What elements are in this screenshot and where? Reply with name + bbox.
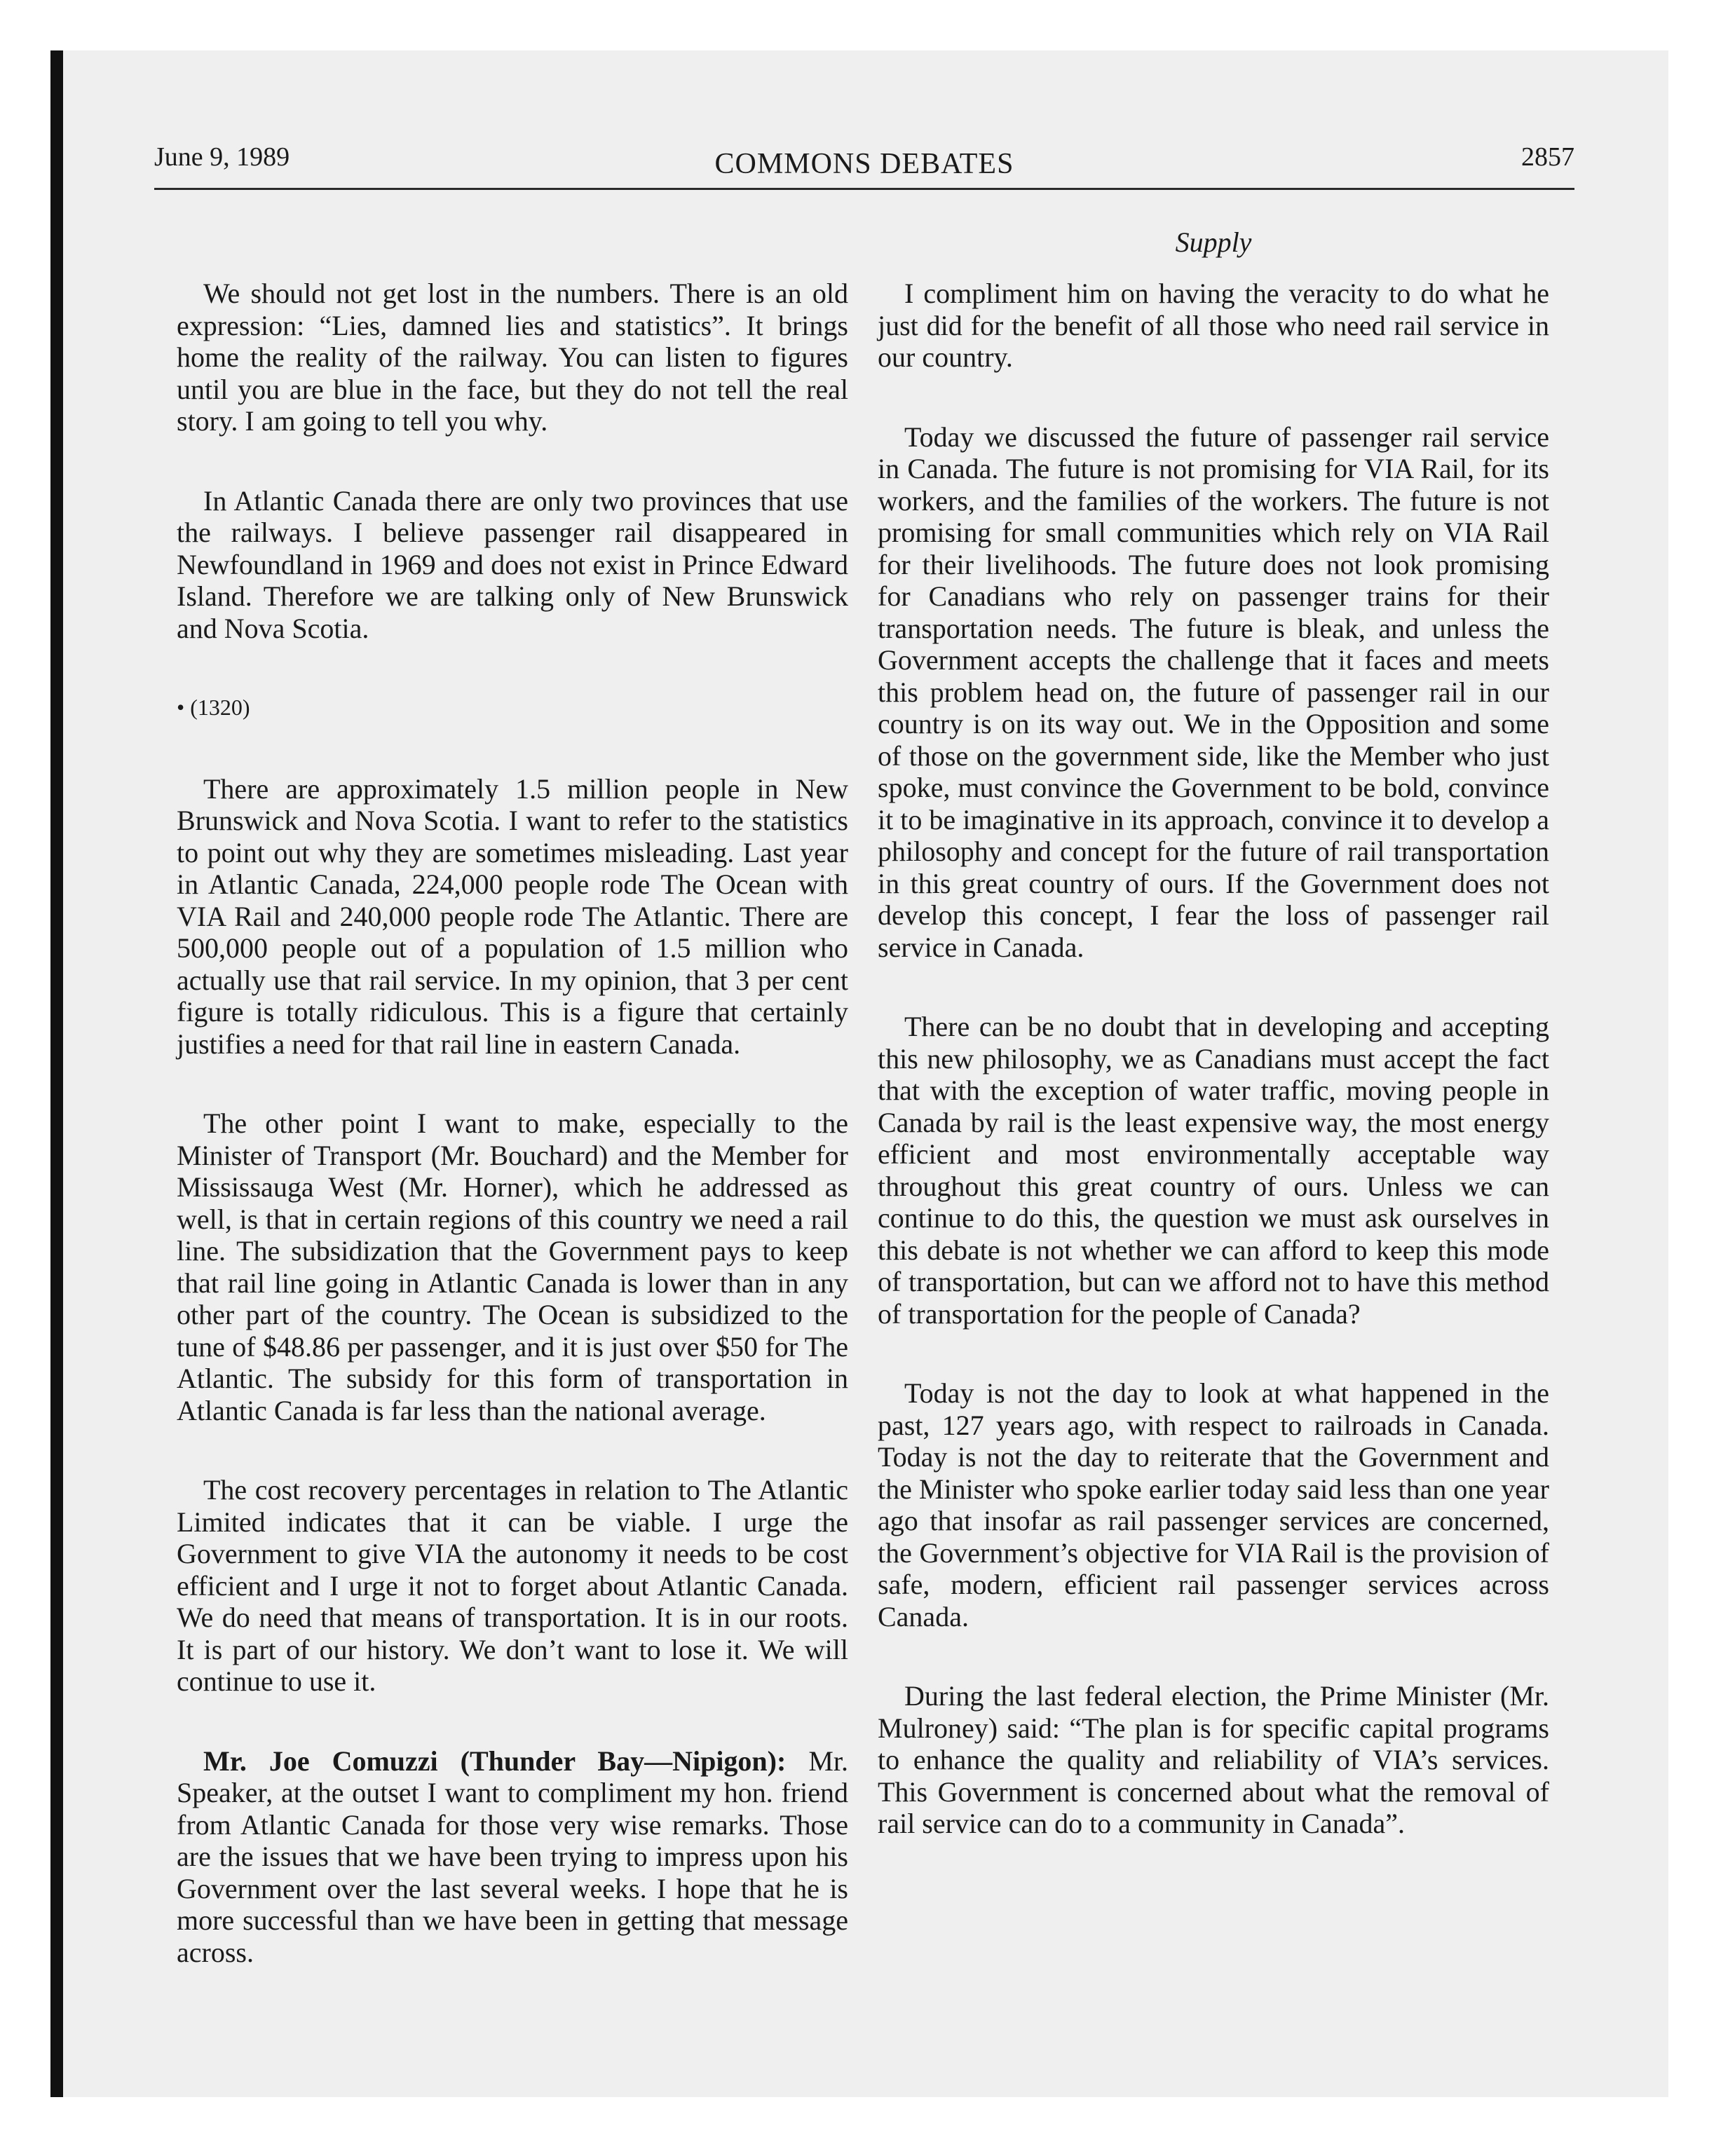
paragraph: In Atlantic Canada there are only two provinces that use the railways. I believe passenger rail disappeared in Newfoundland in 1969 and does not exist in Prince Edward Island. Therefore we are talking only of New Brunswick and Nova Scotia. (177, 484, 848, 644)
header-date: June 9, 1989 (154, 142, 290, 172)
scan-edge-shadow (50, 50, 63, 2097)
paragraph: Today we discussed the future of passenger rail service in Canada. The future is not promising for VIA Rail, for its workers, and the families of the workers. The future is not promising for small communities which rely on VIA Rail for their livelihoods. The future does not look promising for Canadians who rely on passenger trains for their transportation needs. The future is bleak, and unless the Government accepts the challenge that it faces and meets this problem head on, the future of passenger rail in our country is on its way out. We in the Opposition and some of those on the government side, like the Member who just spoke, must convince the Government to be bold, convince it to be imaginative in its approach, convince it to develop a philosophy and concept for the future of rail transportation in this great country of ours. If the Government does not develop this concept, I fear the loss of passenger rail service in Canada. (878, 421, 1549, 963)
paragraph: There are approximately 1.5 million people in New Brunswick and Nova Scotia. I want to refer to the statistics to point out why they are sometimes misleading. Last year in Atlantic Canada, 224,000 people rode The Ocean with VIA Rail and 240,000 people rode The Atlantic. There are 500,000 people out of a population of 1.5 million who actually use that rail service. In my opinion, that 3 per cent figure is totally ridiculous. This is a figure that certainly justifies a need for that rail line in eastern Canada. (177, 772, 848, 1060)
header-title: COMMONS DEBATES (714, 148, 1014, 180)
page-header (154, 142, 1574, 191)
section-label: Supply (1175, 226, 1252, 258)
left-column (177, 278, 848, 2016)
paragraph: The cost recovery percentages in relation to The Atlantic Limited indicates that it can be viable. I urge the Government to give VIA the autonomy it needs to be cost efficient and I urge it not to forget about Atlantic Canada. We do need that means of transportation. It is in our roots. It is part of our history. We don’t want to lose it. We will continue to use it. (177, 1474, 848, 1697)
speaker-name: Mr. Joe Comuzzi (Thunder Bay—Nipigon): (203, 1745, 787, 1777)
paragraph: During the last federal election, the Prime Minister (Mr. Mulroney) said: “The plan is for specific capital programs to enhance the quality and reliability of VIA’s services. This Government is concerned about what the removal of rail service can do to a community in Canada”. (878, 1680, 1549, 1839)
paragraph: There can be no doubt that in developing and accepting this new philosophy, we as Canadians must accept the fact that with the exception of water traffic, moving people in Canada by rail is the least expensive way, the most energy efficient and most environmentally acceptable way throughout this great country of ours. Unless we can continue to do this, the question we must ask ourselves in this debate is not whether we can afford to keep this mode of transportation, but can we afford not to have this method of transportation for the people of Canada? (878, 1011, 1549, 1330)
time-marker: • (1320) (177, 695, 250, 720)
speaker-text: Mr. Speaker, at the outset I want to compliment my hon. friend from Atlantic Canada for those very wise remarks. Those are the issues that we have been trying to impress upon his Government over the last several weeks. I hope that he is more successful than we have been in getting that message across. (177, 1745, 848, 1968)
paragraph: The other point I want to make, especially to the Minister of Transport (Mr. Bouchard) and the Member for Mississauga West (Mr. Horner), which he addressed as well, is that in certain regions of this country we need a rail line. The subsidization that the Government pays to keep that rail line going in Atlantic Canada is lower than in any other part of the country. The Ocean is subsidized to the tune of $48.86 per passenger, and it is just over $50 for The Atlantic. The subsidy for this form of transportation in Atlantic Canada is far less than the national average. (177, 1107, 848, 1426)
paragraph: We should not get lost in the numbers. There is an old expression: “Lies, damned lies and statistics”. It brings home the reality of the railway. You can listen to figures until you are blue in the face, but they do not tell the real story. I am going to tell you why. (177, 278, 848, 437)
header-rule (154, 188, 1574, 190)
speaker-paragraph (177, 1745, 848, 1969)
paragraph: I compliment him on having the veracity to do what he just did for the benefit of all those who need rail service in our country. (878, 278, 1549, 373)
paragraph: Today is not the day to look at what happened in the past, 127 years ago, with respect to railroads in Canada. Today is not the day to reiterate that the Government and the Minister who spoke earlier today said less than one year ago that insofar as rail passenger services are concerned, the Government’s objective for VIA Rail is the provision of safe, modern, efficient rail passenger services across Canada. (878, 1377, 1549, 1632)
header-page-number: 2857 (1521, 142, 1574, 172)
right-column (878, 278, 1549, 1888)
